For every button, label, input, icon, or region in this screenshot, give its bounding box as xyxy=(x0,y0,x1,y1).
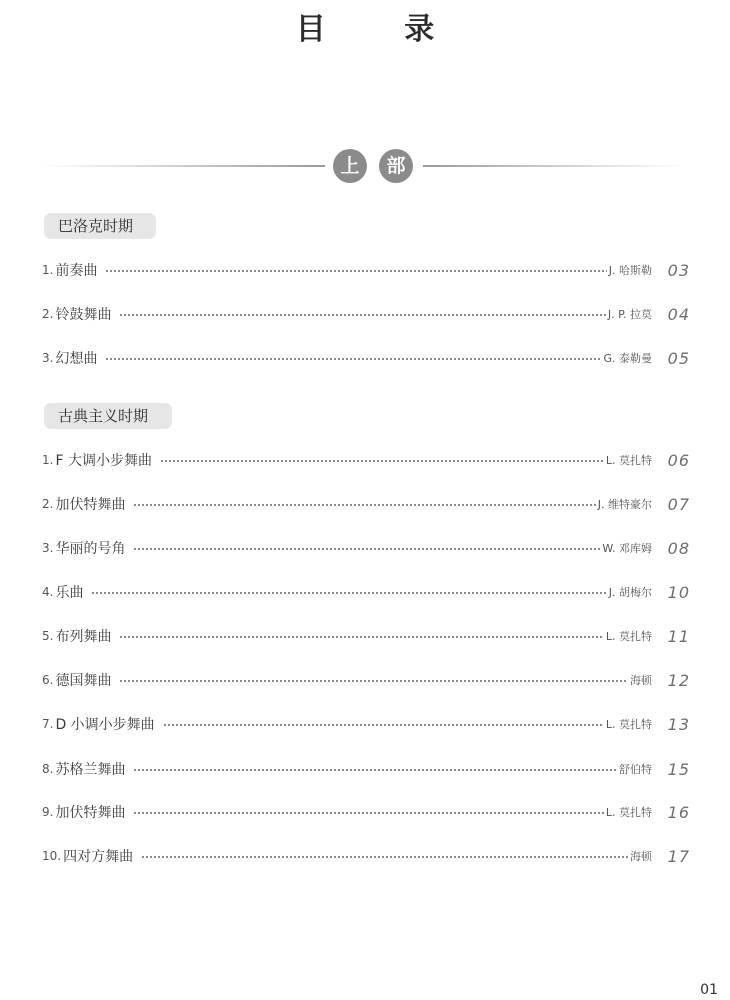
toc-entry[interactable] xyxy=(42,347,690,369)
entry-composer: J. P. 拉莫 xyxy=(607,308,652,321)
entry-composer: L. 莫扎特 xyxy=(605,630,652,643)
entry-title: 幻想曲 xyxy=(55,351,98,367)
entry-number: 7. xyxy=(42,717,54,731)
entry-composer: 舒伯特 xyxy=(619,763,652,776)
entry-composer: G. 泰勒曼 xyxy=(603,352,652,365)
entry-number: 3. xyxy=(42,351,54,365)
entry-number: 5. xyxy=(42,629,54,643)
entry-composer: J. 维特豪尔 xyxy=(597,498,652,511)
entry-page: 07 xyxy=(667,494,690,514)
entry-page: 16 xyxy=(667,802,690,822)
toc-entry[interactable] xyxy=(42,713,690,735)
section-label: 古典主义时期 xyxy=(44,403,172,429)
entry-composer: L. 莫扎特 xyxy=(605,718,652,731)
toc-entry[interactable] xyxy=(42,801,690,823)
toc-entry[interactable] xyxy=(42,493,690,515)
entry-title: 加伏特舞曲 xyxy=(55,497,126,513)
entry-page: 04 xyxy=(667,304,690,324)
entry-title: 铃鼓舞曲 xyxy=(55,307,112,323)
toc-entry[interactable] xyxy=(42,669,690,691)
entry-number: 10. xyxy=(42,849,62,863)
entry-title: 加伏特舞曲 xyxy=(55,805,126,821)
part-badge-first: 上 xyxy=(333,149,367,183)
entry-title: 乐曲 xyxy=(55,585,84,601)
section-label: 巴洛克时期 xyxy=(44,213,156,239)
part-badge-second: 部 xyxy=(379,149,413,183)
entry-number: 4. xyxy=(42,585,54,599)
part-divider xyxy=(40,148,685,184)
entry-number: 6. xyxy=(42,673,54,687)
entry-title: 苏格兰舞曲 xyxy=(55,762,126,778)
entry-number: 1. xyxy=(42,453,54,467)
toc-entry[interactable] xyxy=(42,303,690,325)
entry-page: 06 xyxy=(667,450,690,470)
dot-leader xyxy=(119,314,605,316)
page-title: 目 录 xyxy=(295,12,469,47)
toc-entry[interactable] xyxy=(42,581,690,603)
dot-leader xyxy=(133,769,617,771)
entry-number: 2. xyxy=(42,307,54,321)
entry-number: 1. xyxy=(42,263,54,277)
entry-number: 9. xyxy=(42,805,54,819)
dot-leader xyxy=(163,724,604,726)
entry-page: 11 xyxy=(667,626,690,646)
entry-composer: W. 邓库姆 xyxy=(602,542,652,555)
toc-entry[interactable] xyxy=(42,449,690,471)
dot-leader xyxy=(119,636,603,638)
entry-page: 17 xyxy=(667,846,690,866)
entry-page: 10 xyxy=(667,582,690,602)
dot-leader xyxy=(105,358,601,360)
entry-composer: J. 胡梅尔 xyxy=(608,586,652,599)
entry-title: 四对方舞曲 xyxy=(63,849,134,865)
dot-leader xyxy=(160,460,604,462)
entry-title: 布列舞曲 xyxy=(55,629,112,645)
dot-leader xyxy=(133,504,595,506)
entry-page: 15 xyxy=(667,759,690,779)
dot-leader xyxy=(133,812,603,814)
toc-entry[interactable] xyxy=(42,758,690,780)
toc-entry[interactable] xyxy=(42,259,690,281)
entry-composer: 海顿 xyxy=(630,674,652,687)
entry-title: F 大调小步舞曲 xyxy=(55,453,152,469)
entry-composer: 海顿 xyxy=(630,850,652,863)
entry-title: 华丽的号角 xyxy=(55,541,126,557)
toc-entry[interactable] xyxy=(42,537,690,559)
toc-entry[interactable] xyxy=(42,845,690,867)
dot-leader xyxy=(105,270,606,272)
toc-entry[interactable] xyxy=(42,625,690,647)
dot-leader xyxy=(141,856,628,858)
page-number: 01 xyxy=(700,982,718,998)
entry-composer: J. 哈斯勒 xyxy=(608,264,652,277)
entry-page: 03 xyxy=(667,260,690,280)
dot-leader xyxy=(133,548,600,550)
entry-number: 8. xyxy=(42,762,54,776)
entry-title: 前奏曲 xyxy=(55,263,98,279)
entry-page: 13 xyxy=(667,714,690,734)
entry-composer: L. 莫扎特 xyxy=(605,806,652,819)
divider-line-left xyxy=(40,165,325,167)
dot-leader xyxy=(91,592,606,594)
entry-number: 2. xyxy=(42,497,54,511)
entry-page: 12 xyxy=(667,670,690,690)
entry-title: 德国舞曲 xyxy=(55,673,112,689)
entry-page: 05 xyxy=(667,348,690,368)
entry-title: D 小调小步舞曲 xyxy=(55,717,155,733)
entry-number: 3. xyxy=(42,541,54,555)
entry-composer: L. 莫扎特 xyxy=(605,454,652,467)
divider-line-right xyxy=(423,165,685,167)
entry-page: 08 xyxy=(667,538,690,558)
dot-leader xyxy=(119,680,628,682)
